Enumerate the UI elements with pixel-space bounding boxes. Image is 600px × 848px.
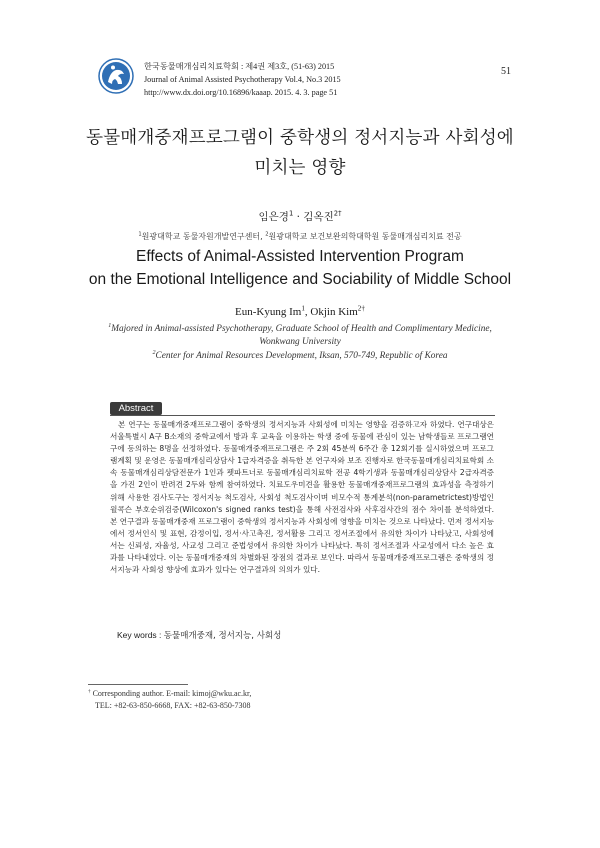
- journal-en: Journal of Animal Assisted Psychotherapy Vol.4, No.3 2015: [144, 75, 341, 84]
- title-ko-line1: 동물매개중재프로그램이 중학생의 정서지능과 사회성에: [86, 128, 514, 148]
- aff-ko-1: 원광대학교 동물자원개발연구센터,: [141, 232, 266, 241]
- affiliation-ko: [0, 231, 600, 242]
- keywords-label: Key words :: [117, 630, 164, 640]
- title-en-line1: Effects of Animal-Assisted Intervention Program: [136, 248, 464, 265]
- aff-ko-2: 원광대학교 보건보완의학대학원 동물매개심리치료 전공: [268, 232, 462, 241]
- journal-ko: 한국동물매개심리치료학회 : 제4권 제3호, (51-63) 2015: [144, 62, 335, 71]
- footnote-line2: TEL: +82-63-850-6668, FAX: +82-63-850-7308: [95, 700, 251, 710]
- aff-en-3: Center for Animal Resources Development, Iksan, 570-749, Republic of Korea: [155, 351, 448, 361]
- aff-en-sup1: 1: [108, 322, 112, 329]
- affiliation-en-line2: Wonkwang University: [259, 337, 341, 347]
- author-ko-2: 김옥진: [303, 211, 334, 223]
- affiliation-en-line1: [0, 324, 600, 334]
- abstract-divider: [110, 415, 495, 416]
- aff-en-sup2: 2: [152, 349, 156, 356]
- title-en-line2: on the Emotional Intelligence and Sociability of Middle School: [88, 271, 512, 288]
- keywords: [117, 629, 281, 641]
- author-ko-1-sup: 1: [288, 209, 294, 218]
- footnote-email: Corresponding author. E-mail: kimoj@wku.ac.kr,: [90, 689, 252, 698]
- author-ko-separator: ·: [293, 211, 304, 223]
- keywords-values: 동물매개중재, 정서지능, 사회성: [163, 631, 282, 641]
- footnote-divider: [88, 684, 188, 685]
- footnote-line1: [88, 688, 251, 700]
- aff-en-1: Majored in Animal-assisted Psychotherapy, Graduate School of Health and Complimentary Medicine,: [111, 324, 492, 334]
- page-number: 51: [501, 66, 511, 77]
- author-en-1: Eun-Kyung Im: [235, 306, 302, 318]
- aff-ko-sup2: 2: [265, 231, 269, 238]
- author-en-separator: ,: [304, 306, 311, 318]
- abstract-label: Abstract: [110, 402, 162, 415]
- journal-info: [144, 60, 341, 99]
- author-ko-2-sup: 2†: [333, 209, 342, 218]
- authors-ko: [0, 209, 600, 224]
- doi-link[interactable]: http://www.dx.doi.org/10.16896/kaaap. 2015. 4. 3. page 51: [144, 88, 338, 97]
- title-ko-line2: 미치는 영향: [254, 158, 346, 178]
- author-ko-1: 임은경: [258, 211, 289, 223]
- affiliation-en-line3: [0, 351, 600, 361]
- aff-ko-sup1: 1: [138, 231, 142, 238]
- footnote: [88, 688, 251, 711]
- author-en-2: Okjin Kim: [310, 306, 358, 318]
- author-en-2-sup: 2†: [357, 304, 365, 313]
- logo-head-shape: [111, 66, 115, 70]
- abstract-text: 본 연구는 동물매개중재프로그램이 중학생의 정서지능과 사회성에 미치는 영향을 검증하고자 하였다. 연구대상은 서울특별시 A구 B소재의 중학교에서 방과 후 교육을 이용하는 학생 중에 동물에 관심이 있는 남학생들로 프로그램연구에 동의하는 8명을 선정하였다. 동물매개중재프로그램은 주 2회 45분씩 6주간 총 12회기를 실시하였으며 프로그램계획 및 운영은 동물매개심리상담사 1급자격증을 취득한 본 연구자와 보조 진행자로 한국동물매개심리치료학회 소속 동물매개심리상담전문가 1인과 펫파트너로 동물매개심리치료학 전공 4학기생과 동물매개심리상담사 2급자격증을 가진 2인이 반려견 2두와 함께 참여하였다. 치료도우미견을 활용한 동물매개중재프로그램의 효과성을 측정하기 위해 사용한 검사도구는 정서지능 척도검사, 사회성 척도검사이며 비모수적 통계분석(non-parametrictest)방법인 윌콕슨 부호순위검증(Wilcoxon's signed ranks test)을 통해 사전검사와 사후검사간의 점수 차이를 분석하였다. 본 연구결과 동물매개중재 프로그램이 중학생의 정서지능과 사회성에 영향을 미치는 것으로 나타났다. 먼저 정서지능에서 정서인식 및 표현, 감정이입, 정서·사고촉진, 정서활용 그리고 정서조절에서 유의한 차이가 나타났고, 사회성에서는 신뢰성, 자율성, 사교성 그리고 준법성에서 유의한 차이가 나타났다. 특히 정서조절과 사교성에서 다소 높은 효과를 나타내었다. 이는 동물매개중재의 차별화된 장점의 결과로 보인다. 따라서 동물매개중재프로그램은 중학생의 정서지능과 사회성 향상에 효과가 있다는 연구결과의 의의가 있다.: [110, 420, 494, 575]
- footnote-dagger: †: [88, 688, 91, 695]
- journal-logo-icon: [98, 58, 134, 94]
- authors-en: [0, 306, 600, 318]
- author-en-1-sup: 1: [301, 304, 305, 313]
